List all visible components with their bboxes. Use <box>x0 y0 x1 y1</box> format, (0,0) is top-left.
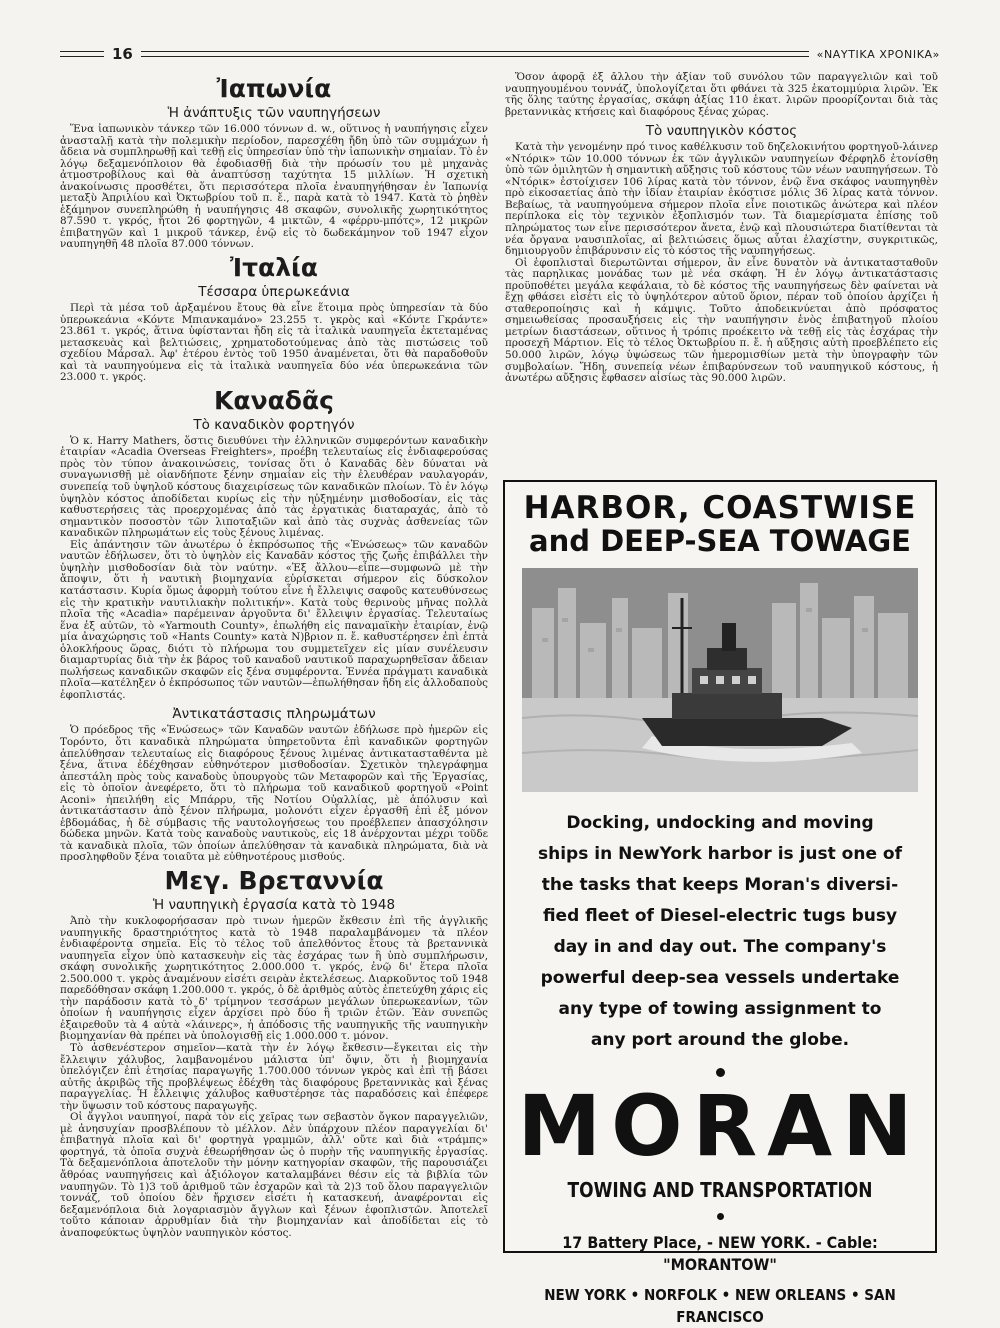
paragraph-continued: Οἱ ἄγγλοι ναυπηγοί, παρὰ τὸν εἰς χεῖρας των σεβαστὸν ὄγκον παραγγελιῶν, μὲ ἀνησυχίαν προσβλέπουν τὸ μέλλον. Δὲν ὑπάρχουν πλέον παραγγελίαι δι' ἐπιβατηγὰ πλοῖα καὶ δι' φορτηγὰ γραμμῶν, ἀλλ' οὔτε καὶ διὰ «τράμπς» φορτηγά, τὰ ὁποῖα συχνὰ ἐθεωρήθησαν ὡς ὁ πυρὴν τῆς ναυπηγικῆς ἐργασίας. Τὰ δεξαμενόπλοια ἀποτελοῦν τὴν μόνην κατηγορίαν σκαφῶν, τῆς παρουσιάζει ἄθρόας ναυπηγήσεις καὶ ἀξιόλογον καταλαμβάνει θέσιν εἰς τὰ βιβλία τῶν ναυπηγῶν. Τὸ 1)3 τοῦ ἀριθμοῦ τῶν ἐσχαρῶν καὶ τὰ 2)3 τοῦ ὅλου παραγγελιῶν τοννάζ, τοῦ ὁποίου δὲν ἤρχισεν εἰσέτι ἡ κατασκευή, ἀναφέρονται εἰς δεξαμενόπλοια διὰ λογαριασμὸν ἄγγλων καὶ ξένων ἐφοπλιστῶν. Ἀποτελεῖ τοῦτο κάποιαν ἀρρυθμίαν διὰ τὴν βιομηχανίαν καὶ ἀποδίδεται εἰς τὸ ἀναποφεύκτως ὑψηλὸν ναυπηγικὸν κόστος. <box>60 1111 488 1239</box>
ad-body-line: the tasks that keeps Moran's diversi- <box>541 875 899 895</box>
section-japan <box>60 74 488 251</box>
bullet-dot-icon <box>716 1068 725 1077</box>
ad-body-line: powerful deep-sea vessels undertake <box>540 968 900 988</box>
paragraph: Τὸ ἀσθενέστερον σημεῖον—κατὰ τὴν ἐν λόγῳ ἔκθεσιν—ἔγκειται εἰς τὴν ἔλλειψιν χάλυβος, λαμβανομένου μάλιστα ὑπ' ὄψιν, ὅτι ἡ βιομηχανία ὑπελόγιζεν ἐπὶ ἐτησίας παραγωγῆς 1.700.000 τόννων γκρὸς καὶ ἐπὶ τῇ βάσει αὐτῆς ἀκριβῶς τῆς προβλέψεως ἐδέχθη τὰς διαφόρους βρεταννικὰς καὶ ξένας παραγγελίας. Ἡ ἔλλειψις χάλυβος καθυστέρησε τὰς παραδόσεις καὶ ἐπέφερε τὴν ὕψωσιν τοῦ κόστους παραγωγῆς. <box>60 1042 488 1112</box>
ad-headline-line1: HARBOR, COASTWISE <box>523 490 917 526</box>
page-number: 16 <box>112 45 133 63</box>
section-subtitle-canada: Τὸ καναδικὸν φορτηγόν <box>193 416 355 433</box>
paragraph: Οἱ ἐφοπλισταὶ διερωτῶνται σήμερον, ἂν εἶνε δυνατὸν νὰ ἀντικατασταθοῦν τὰς παρηλικας μονάδας των μὲ νέα σκάφη. Ἡ ἐν λόγῳ ἀντικατάστασις προϋποθέτει μεγάλα κεφάλαια, τὸ δὲ κόστος τῆς ναυπηγήσεως δὲν φαίνεται νὰ ἔχῃ φθάσει εἰσέτι εἰς τὸ ὑψηλότερον αὐτοῦ ὅριον, πέραν τοῦ ὁποίου ἀρχίζει ἡ σταθεροποίησις καὶ ἡ κάμψις. Τοῦτο ἀποδεικνύεται ἀπὸ πρόσφατος σημειωθείσας προσαυξήσεις εἰς τὴν ναυπήγησιν ἑνὸς ἐπιβατηγοῦ πλοίου μετρίων διαστάσεων, οὕτινος ἡ τρόπις προέκειτο νὰ τεθῇ εἰς τὰς ἐσχάρας τὴν προσεχῆ Μάρτιον. Εἰς τὸ τέλος Ὀκτωβρίου π. ἔ. ἡ αὔξησις αὐτὴ προεβλέπετο εἰς 50.000 λιρῶν, λόγῳ ὑψώσεως τῶν ἡμερομισθίων μετὰ τὴν ὑπογραφὴν τῶν συμβολαίων. Ἤδη, συνεπείᾳ νέων ἐπιβαρύνσεων τοῦ ναυπηγικοῦ κόστους, ἡ ἀνωτέρω αὔξησις ἔφθασεν αἰσίως τὰς 90.000 λιρῶν. <box>505 256 938 385</box>
section-title-canada: Καναδᾶς <box>214 385 334 415</box>
ad-address: 17 Battery Place, - NEW YORK. - Cable: "MORANTOW" <box>562 1233 878 1274</box>
ad-body-line: any port around the globe. <box>590 1030 850 1050</box>
ad-body-line: day in and day out. The company's <box>553 937 887 957</box>
header-rule-left <box>60 51 104 57</box>
running-head <box>60 44 940 64</box>
section-britain <box>60 866 488 1239</box>
ad-body-line: any type of towing assignment to <box>558 999 882 1019</box>
ad-tagline: TOWING AND TRANSPORTATION <box>567 1178 873 1202</box>
tugboat-photo <box>522 568 918 792</box>
section-canada <box>60 386 488 702</box>
section-italy <box>60 253 488 384</box>
ad-body-line: ships in NewYork harbor is just one of <box>538 844 902 864</box>
ad-headline-line2: and DEEP-SEA TOWAGE <box>529 524 911 558</box>
paragraph: Ὁ κ. Harry Mathers, ὅστις διευθύνει τὴν ἑλληνικῶν συμφερόντων καναδικὴν ἑταιρίαν «Acadia Overseas Freighters», προέβη τελευταίως εἰς ἐνδιαφερούσας πρὸς τὸν τύπον ἀνακοινώσεις, τονίσας ὅτι ὁ Καναδᾶς δὲν δύναται νὰ συναγωνισθῇ μὲ οἱανδήποτε ξένην σημαίαν εἰς τὴν ἐλευθέραν ναυλαγοράν, συνεπείᾳ τοῦ ὑψηλοῦ κόστους διαχειρίσεως τῶν καναδικῶν πλοίων. Τὸ ἐν λόγῳ ὑψηλὸν κόστος ἀποδίδεται κυρίως εἰς τὴν ηὐξημένην μισθοδοσίαν, εἰς τὰς καθυστερήσεις τὰς προερχομένας ἀπὸ τὰς ἐργατικὰς διαταραχάς, ἀπὸ τὸ σημαντικὸν ποσοστὸν τῶν λιποταξιῶν καὶ ἀπὸ τὰς συχνὰς ἀσθενείας τῶν καναδικῶν πληρωμάτων εἰς τοὺς ξένους λιμένας. <box>60 434 488 540</box>
section-subtitle-cost: Τὸ ναυπηγικὸν κόστος <box>645 123 798 140</box>
ad-body-line: fied fleet of Diesel-electric tugs busy <box>542 906 898 926</box>
bullet-dot-icon <box>717 1213 724 1220</box>
header-rule-center <box>141 51 809 57</box>
magazine-title: «ΝΑΥΤΙΚΑ ΧΡΟΝΙΚΑ» <box>816 47 940 61</box>
paragraph: Ἀπὸ τὴν κυκλοφορήσασαν πρὸ τινων ἡμερῶν ἔκθεσιν ἐπὶ τῆς ἀγγλικῆς ναυπηγικῆς δραστηριότητος κατὰ τὸ 1948 παραλαμβάνομεν τὰ πλέον ἐνδιαφέροντα σημεῖα. Εἰς τὸ τέλος τοῦ ἀπελθόντος ἔτους τὰ βρεταννικὰ ναυπηγεῖα εἶχον ὑπὸ κατασκευὴν εἰς τὰς ἐσχάρας των ἢ ὑπὸ συμπλήρωσιν, σκάφη συνολικῆς χωρητικότητος 2.000.000 τ. γκρός, ἐνῷ δι' ἕτερα πλοῖα 2.500.000 τ. γκρὸς ἀναμένουν εἰσέτι σειρὰν ἐκτελέσεως. Διαρκοῦντος τοῦ 1948 παρεδόθησαν σκάφη 1.200.000 τ. γκρός, ὁ δὲ ἀριθμὸς αὐτὸς ἐπετεύχθη χάρις εἰς τὴν παράδοσιν κατὰ τὸ δ' τρίμηνον τεσσάρων μεγάλων ὑπερωκεανίων, τῶν ὁποίων ἡ ναυπήγησις εἶχεν ἀρχίσει πρὸ δύο ἢ τριῶν ἐτῶν. Ἐὰν συνεπῶς ἐξαιρεθοῦν τὰ 4 αὐτὰ «λάινερς», ἡ ἀπόδοσις τῆς ναυπηγικῆς τῆς ναυπηγικὴν βιομηχανίαν θὰ πρέπει νὰ ὑπολογισθῇ εἰς 1.000.000 τ. μόνον. <box>60 914 488 1043</box>
section-title-japan: Ἰαπωνία <box>216 74 332 103</box>
paragraph: Ἕνα ἰαπωνικὸν τάνκερ τῶν 16.000 τόννων d. w., οὕτινος ἡ ναυπήγησις εἶχεν ἀνασταλῇ κατὰ τὴν πολεμικὴν περίοδον, παρεσχέθη ἤδη ὑπὸ τῶν συμμάχων ἡ ἄδεια νὰ συμπληρωθῇ καὶ τεθῇ εἰς ὑπηρεσίαν ὑπὸ τὴν ἰαπωνικὴν σημαίαν. Τὸ ἐν λόγῳ δεξαμενόπλοιον θὰ ἐφοδιασθῇ διὰ τὴν πρόωσίν του μὲ μηχανὰς ἀτμοστροβίλους καὶ θὰ ἀναπτύσσῃ ταχύτητα 15 μιλλίων. Ἡ σχετικὴ ἀνακοίνωσις προσθέτει, ὅτι περισσότερα πλοῖα ἐναυπηγήθησαν ἐν Ἰαπωνίᾳ μεταξὺ Ἀπριλίου καὶ Ὀκτωβρίου τοῦ π. ἔ., παρὰ κατὰ τὸ 1947. Κατὰ τὸ ῥηθὲν ἑξάμηνον συνεπληρώθη ἡ ναυπήγησις 48 σκαφῶν, συνολικῆς χωρητικότητος 87.590 τ. γκρός, ἤτοι 26 φορτηγῶν, 4 μικτῶν, 4 «φέρρυ-μπότς», 12 μικρῶν ἐπιβατηγῶν καὶ 1 μικροῦ τάνκερ, ἐνῷ εἰς τὸ δωδεκάμηνον τοῦ 1947 εἶχον ναυπηγηθῆ 48 πλοῖα 87.000 τόννων. <box>60 123 488 251</box>
paragraph: Ὁ πρόεδρος τῆς «Ἑνώσεως» τῶν Καναδῶν ναυτῶν ἐδήλωσε πρὸ ἡμερῶν εἰς Τορόντο, ὅτι καναδικὰ πληρώματα ὑπηρετοῦντα ἐπὶ καναδικῶν φορτηγῶν ἀπελύθησαν τελευταίως εἰς διαφόρους ξένους λιμένας ἀντικατασταθέντα μὲ ξένα, ἅτινα ἐδέχθησαν εὐθηνότερον μισθοδοσίαν. Σχετικὸν τηλεγράφημα ἀπεστάλη πρὸς τοὺς καναδοὺς ὑπουργοὺς τῶν Μεταφορῶν καὶ τῆς Ἐργασίας, εἰς τὸ ὁποῖον ἀνεφέρετο, ὅτι τὸ πλήρωμα τοῦ καναδικοῦ φορτηγοῦ «Point Aconi» ἠπειλήθη εἰς Μπάρρυ, τῆς Νοτίου Οὐαλλίας, μὲ ἀπόλυσιν καὶ ἀντικατάστασιν ἀπὸ ξένον πλήρωμα, μολονότι εἶχεν ἐργασθῆ ἐπὶ ἐξ μόνον ἑβδομάδας, ἡ δὲ σύμβασις τῆς ναυτολογήσεως του προέβλεπεν ἀπασχόλησιν δώδεκα μηνῶν. Κατὰ τοὺς καναδοὺς ναυτικοὺς, εἰς 18 ἀνέρχονται μέχρι τοῦδε τὰ καναδικὰ πλοῖα, τῶν ὁποίων ἀπελύθησαν τὰ καναδικὰ πληρώματα, διὰ νὰ προσληφθοῦν ξένα τοιαῦτα μὲ εὐθηνοτέρους μισθούς. <box>60 724 488 864</box>
ad-body-copy <box>527 808 913 1056</box>
ad-cities: NEW YORK • NORFOLK • NEW ORLEANS • SAN FRANCISCO <box>544 1286 896 1326</box>
section-crew-replacement <box>60 705 488 864</box>
section-subtitle-italy: Τέσσαρα ὑπερωκεάνια <box>198 284 350 301</box>
paragraph: Περὶ τὰ μέσα τοῦ ἀρξαμένου ἔτους θὰ εἶνε ἕτοιμα πρὸς ὑπηρεσίαν τὰ δύο ὑπερωκεάνια «Κόντε Μπιανκαμάνο» 23.255 τ. γκρὸς καὶ «Κόντε Γκράντε» 23.861 τ. γκρός, ἅτινα ὑφίστανται ἤδη εἰς τὰ ἰταλικὰ ναυπηγεῖα ἐκτεταμένας μετασκευὰς καὶ βελτιώσεις, χρηματοδοτούμενας ἀπὸ τὰς πιστώσεις τοῦ σχεδίου Μάρσαλ. Ἀφ' ἑτέρου ἐντὸς τοῦ 1950 ἀναμένεται, ὅτι θὰ παραδοθοῦν καὶ τὰ ναυπηγούμενα εἰς τὰ ἰταλικὰ ναυπηγεῖα δύο νέα ὑπερωκεάνια τῶν 23.000 τ. γκρός. <box>60 302 488 384</box>
paragraph: Κατὰ τὴν γενομένην πρό τινος καθέλκυσιν τοῦ δηζελοκινήτου φορτηγοῦ-λάινερ «Ντόρικ» τῶν 10.000 τόννων ἐκ τῶν ἀγγλικῶν ναυπηγείων Φέρφηλδ ἐτονίσθη ὑπὸ τῶν ὁμιλητῶν ἡ σημαντικὴ αὔξησις τοῦ κόστους τῶν νέων ναυπηγήσεων. Τὸ «Ντόρικ» ἐστοίχισεν 106 λίρας κατὰ τὸν τόννον, ἐνῷ ἕνα σκάφος ναυπηγηθὲν πρὸ εἰκοσαετίας ἀπὸ τὴν ἰδίαν ἑταιρίαν ἐκόστισε μόλις 36 λίρας κατὰ τόννον. Βεβαίως, τὰ ναυπηγούμενα σήμερον πλοῖα εἶνε ποιοτικῶς ἀνώτερα καὶ πλέον περίπλοκα εἰς τὸν τεχνικὸν ἐξοπλισμόν των. Τὰ διαμερίσματα ἐπίσης τοῦ πληρώματος των εἶνε περισσότερον ἄνετα, ἐνῷ καὶ πλουσιώτερα διατίθενται τὰ νέα ὄργανα ναυσιπλοΐας, αἱ βελτιώσεις ὅμως αὗται ἐλαχίστην, συγκριτικῶς, δημιουργοῦν ἐπιβάρυνσιν εἰς τὸ κόστος τῆς ναυπηγήσεως. <box>505 141 938 258</box>
section-title-italy: Ἰταλία <box>230 253 318 283</box>
section-subtitle-crew: Ἀντικατάστασις πληρωμάτων <box>172 706 376 723</box>
left-column <box>60 72 488 1267</box>
paragraph: Ὅσον ἀφορᾷ ἐξ ἄλλου τὴν ἀξίαν τοῦ συνόλου τῶν παραγγελιῶν καὶ τοῦ ναυπηγουμένου τοννάζ, ὑπολογίζεται ὅτι φθάνει τὰ 325 ἑκατομμύρια λιρῶν. Ἐκ τῆς ὅλης ταύτης ἐργασίας, σκάφη ἀξίας 110 ἑκατ. λιρῶν προορίζονται διὰ τὰς βρεταννικὰς κτήσεις καὶ διαφόρους ξένας χώρας. <box>505 72 938 118</box>
section-subtitle-britain: Ἡ ναυπηγικὴ ἐργασία κατὰ τὸ 1948 <box>152 896 396 913</box>
section-subtitle-japan: Ἡ ἀνάπτυξις τῶν ναυπηγήσεων <box>167 105 381 121</box>
paragraph: Εἰς ἀπάντησιν τῶν ἀνωτέρω ὁ ἐκπρόσωπος τῆς «Ἑνώσεως» τῶν καναδῶν ναυτῶν ἐδήλωσεν, ὅτι τὸ ὑψηλὸν εἰς Καναδᾶν κόστος τῆς ζωῆς ἐπιβάλλει τὴν ὑψηλὴν μισθοδοσίαν διὰ τὸν ναύτην. «Ἐξ ἄλλου—εἶπε—συμφωνῶ μὲ τὴν ἄποψιν, ὅτι ἡ ναυτικὴ βιομηχανία εὑρίσκεται σήμερον εἰς δύσκολον κατάστασιν. Κυρία ὅμως ἀφορμὴ τούτου εἶνε ἡ ἔλλειψις σαφοῦς κατευθύνσεως εἰς τὴν κρατικὴν ναυτιλιακὴν πολιτικήν». Κατὰ τοὺς θερινοὺς μῆνας πολλὰ πλοῖα τῆς «Acadia» παρέμειναν ἀργοῦντα δι' ἔλλειψιν ἐργασίας. Τελευταίως ἕνα ἐξ αὐτῶν, τὸ «Yarmouth County», ἐπωλήθη εἰς παναμαϊκὴν ἑταιρίαν, ἐνῷ μία ἀναχώρησις τοῦ «Hants County» κατὰ Ν)βριον π. ἔ. καθυστέρησεν ἐπὶ ἑπτὰ ὁλοκλήρους ὥρας, διότι τὸ πλήρωμα του συμμετεῖχεν εἰς μίαν συνέλευσιν διαμαρτυρίας διὰ τὴν ἐκ βάρος τοῦ καναδοῦ ναυτικοῦ παραχωρηθεῖσαν ἄδειαν πωλήσεως καναδικῶν σκαφῶν εἰς ξένα συμφέροντα. Ἐννέα πράγματι καναδικὰ πλοῖα—κατέληξεν ὁ ἐκπρόσωπος τῶν ναυτῶν—ἐπωλήθησαν ἤδη εἰς ἀλλοδαποὺς ἐφοπλιστάς. <box>60 538 488 701</box>
moran-advertisement <box>503 480 937 1326</box>
section-title-britain: Μεγ. Βρεταννία <box>164 865 384 895</box>
ad-body-line: Docking, undocking and moving <box>566 813 874 833</box>
ad-brand: MORAN <box>517 1077 923 1175</box>
